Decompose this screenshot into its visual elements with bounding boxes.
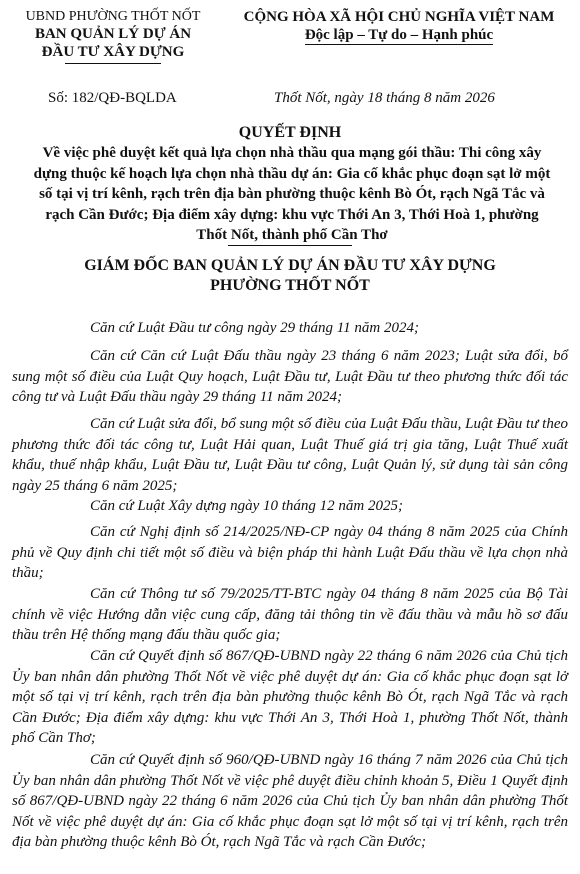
- document-subject: Về việc phê duyệt kết quả lựa chọn nhà thầu qua mạng gói thầu: Thi công xây dựng thuộc kế hoạch lựa chọn nhà thầu dự án: Gia cố khắc phục đoạn sạt lở một số tại vị trí kênh, rạch trên địa bàn phường thuộc kênh Bò Ót, rạch Ngã Tắc và rạch Cần Đước; Địa điểm xây dựng: khu vực Thới An 3, Thới Hoà 1, phường Thốt Nốt, thành phố Cần Thơ: [33, 145, 551, 243]
- legal-basis-paragraph: Căn cứ Luật Xây dựng ngày 10 tháng 12 năm 2025;: [90, 498, 404, 514]
- subject-divider: [228, 245, 352, 246]
- issuing-authority: [20, 256, 560, 296]
- national-motto: [222, 26, 576, 45]
- legal-basis-paragraph: Căn cứ Thông tư số 79/2025/TT-BTC ngày 04 tháng 8 năm 2025 của Bộ Tài chính về việc Hướng dẫn việc cung cấp, đăng tải thông tin về đấu thầu và mẫu hồ sơ đấu thầu trên Hệ thống mạng đấu thầu quốc gia;: [12, 586, 568, 643]
- nation-name: CỘNG HÒA XÃ HỘI CHỦ NGHĨA VIỆT NAM: [243, 9, 555, 25]
- motto-text: Độc lập – Tự do – Hạnh phúc: [304, 27, 494, 43]
- authority-line2: PHƯỜNG THỐT NỐT: [210, 277, 370, 294]
- legal-basis-paragraph: Căn cứ Nghị định số 214/2025/NĐ-CP ngày 04 tháng 8 năm 2025 của Chính phủ về Quy định chi tiết một số điều và biện pháp thi hành Luật Đấu thầu về lựa chọn nhà thầu;: [12, 524, 568, 581]
- authority-line1: GIÁM ĐỐC BAN QUẢN LÝ DỰ ÁN ĐẦU TƯ XÂY DỰNG: [84, 257, 496, 274]
- legal-basis-paragraph: Căn cứ Luật sửa đổi, bổ sung một số điều của Luật Đấu thầu, Luật Đầu tư theo phương thức đối tác công tư, Luật Hải quan, Luật Thuế giá trị gia tăng, Luật Thuế xuất khẩu, thuế nhập khẩu, Luật Đầu tư, Luật Đầu tư công, Luật Quản lý, sử dụng tài sản công ngày 25 tháng 6 năm 2025;: [12, 416, 568, 494]
- national-heading-block: [222, 8, 576, 45]
- board-name-line2: ĐẦU TƯ XÂY DỰNG: [41, 44, 185, 60]
- legal-basis-paragraph: Căn cứ Quyết định số 867/QĐ-UBND ngày 22 tháng 6 năm 2026 của Chủ tịch Ủy ban nhân dân phường Thốt Nốt về việc phê duyệt dự án: Gia cố khắc phục đoạn sạt lở một số tại vị trí kênh, rạch trên địa bàn phường thuộc kênh Bò Ót, rạch Ngã Tắc và rạch Cần Đước; Địa điểm xây dựng: khu vực Thới An 3, Thới Hoà 1, phường Thốt Nốt, thành phố Cần Thơ;: [12, 648, 568, 746]
- agency-divider: [65, 63, 161, 64]
- document-dateline: Thốt Nốt, ngày 18 tháng 8 năm 2026: [274, 90, 495, 106]
- document-number: Số: 182/QĐ-BQLDA: [48, 90, 177, 106]
- document-title: QUYẾT ĐỊNH: [238, 124, 342, 141]
- legal-basis-paragraph: Căn cứ Luật Đầu tư công ngày 29 tháng 11 năm 2024;: [90, 320, 419, 336]
- agency-name: UBND PHƯỜNG THỐT NỐT: [25, 9, 201, 24]
- legal-basis-paragraph: Căn cứ Quyết định số 960/QĐ-UBND ngày 16 tháng 7 năm 2026 của Chủ tịch Ủy ban nhân dân phường Thốt Nốt về việc phê duyệt điều chỉnh khoản 5, Điều 1 Quyết định số 867/QĐ-UBND ngày 22 tháng 6 năm 2026 của Chủ tịch Ủy ban nhân dân phường Thốt Nốt về việc phê duyệt dự án: Gia cố khắc phục đoạn sạt lở một số tại vị trí kênh, rạch trên địa bàn phường thuộc kênh Bò Ót, rạch Ngã Tắc và rạch Cần Đước;: [12, 752, 568, 850]
- board-name-line1: BAN QUẢN LÝ DỰ ÁN: [34, 26, 192, 42]
- legal-basis-paragraph: Căn cứ Căn cứ Luật Đấu thầu ngày 23 tháng 6 năm 2023; Luật sửa đổi, bổ sung một số điều của Luật Quy hoạch, Luật Đầu tư, Luật Đầu tư theo phương thức đối tác công tư và Luật Đấu thầu ngày 29 tháng 11 năm 2024;: [12, 348, 568, 405]
- issuing-agency-block: [4, 8, 222, 64]
